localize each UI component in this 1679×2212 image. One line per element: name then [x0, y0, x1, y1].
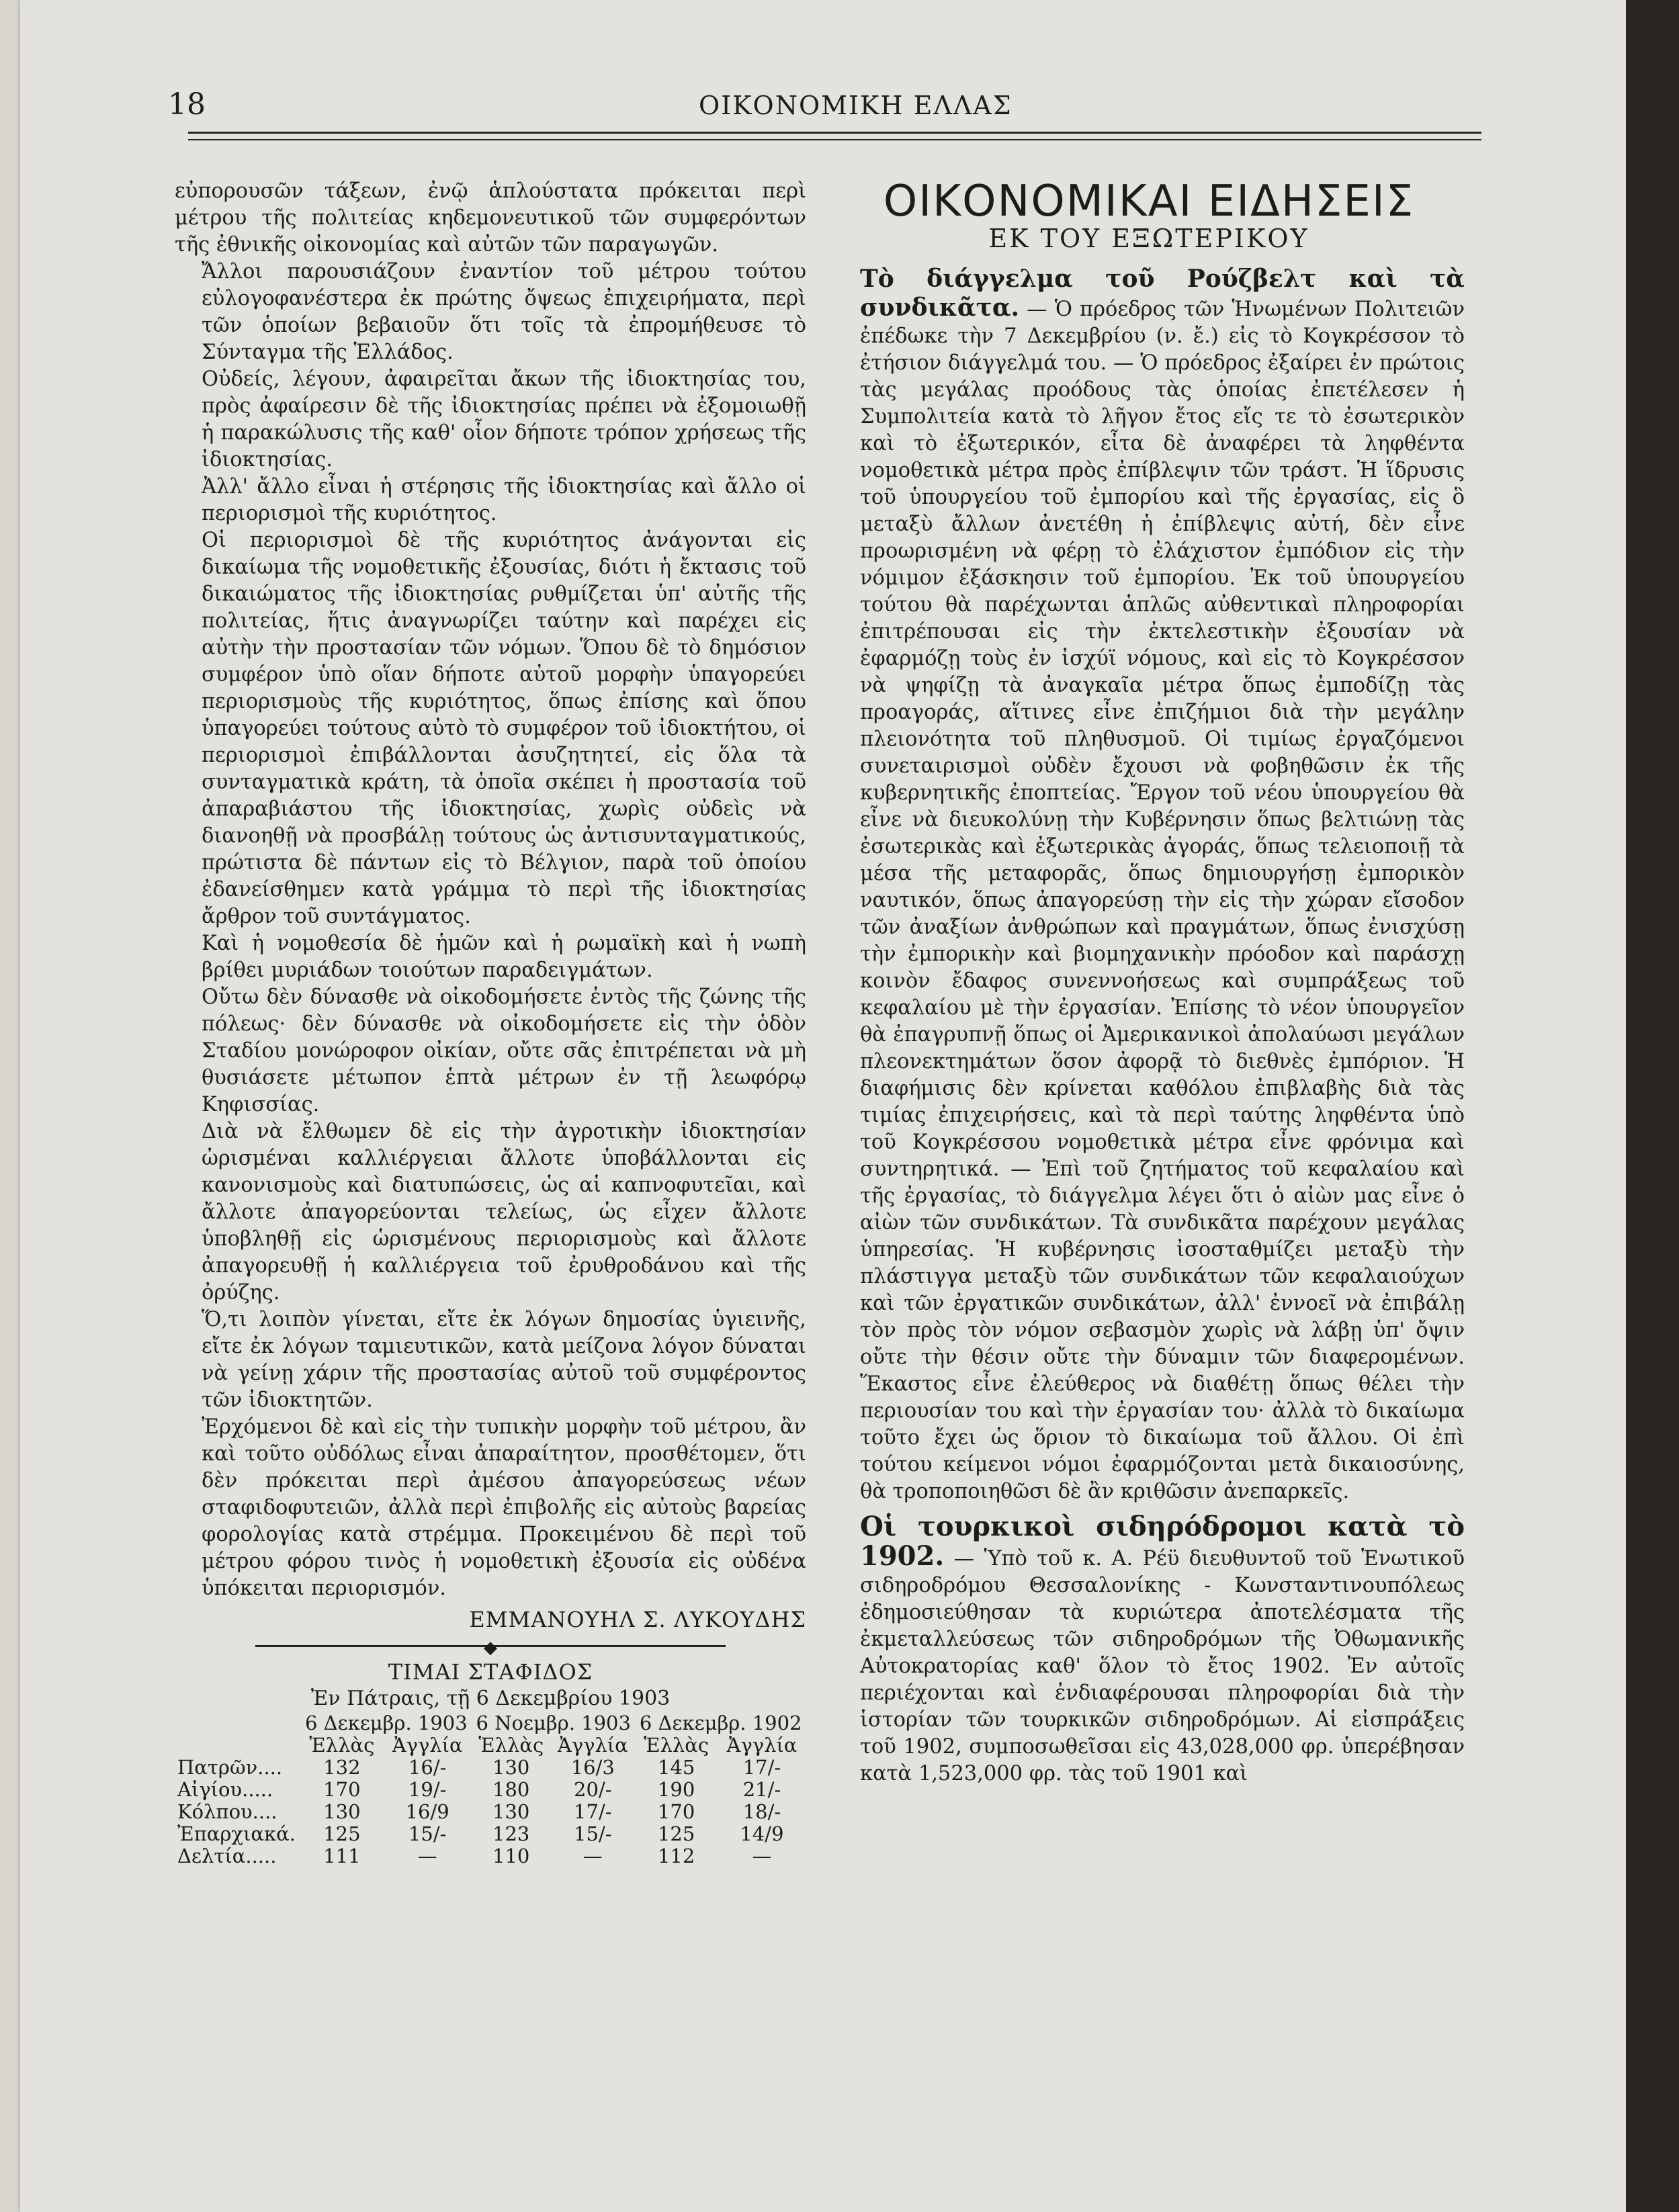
column-header: Ἀγγλία	[557, 1734, 628, 1757]
paragraph: εὐπορουσῶν τάξεων, ἐνῷ ἁπλούστατα πρόκειται περὶ μέτρου τῆς πολιτείας κηδεμονευτικοῦ τῶν συμφερόντων τῆς ἐθνικῆς οἰκονομίας καὶ αὐτῶν τῶν παραγωγῶν.	[175, 179, 806, 257]
paragraph: Οὐδείς, λέγουν, ἀφαιρεῖται ἄκων τῆς ἰδιοκτησίας του, πρὸς ἀφαίρεσιν δὲ τῆς ἰδιοκτησίας πρέπει νὰ ἐξομοιωθῇ ἡ παρακώλυσις τῆς καθ' οἷον δήποτε τρόπον χρήσεως τῆς ἰδιοκτησίας.	[202, 367, 806, 472]
table-cell: 16/3	[570, 1756, 615, 1779]
row-label: Αἰγίου.....	[177, 1778, 273, 1801]
table-cell: 130	[492, 1756, 530, 1779]
paragraph: Ἄλλοι παρουσιάζουν ἐναντίον τοῦ μέτρου τούτου εὐλογοφανέστερα ἐκ πρώτης ὄψεως ἐπιχειρήματα, περὶ τῶν ὁποίων βεβαιοῦν ὅτι τοῖς τὰ ἐπρομήθευσε τὸ Σύνταγμα τῆς Ἑλλάδος.	[202, 260, 806, 364]
table-cell: 21/-	[742, 1778, 781, 1801]
table-cell: —	[417, 1845, 437, 1867]
paragraph: Οἱ περιορισμοὶ δὲ τῆς κυριότητος ἀνάγονται εἰς δικαίωμα τῆς νομοθετικῆς ἐξουσίας, διότι ἡ ἔκτασις τοῦ δικαιώματος τῆς ἰδιοκτησίας ρυθμίζεται ὑπ' αὐτῆς τῆς πολιτείας, ἥτις ἀναγνωρίζει ταύτην καὶ παρέχει εἰς αὐτὴν τὴν προστασίαν τῶν νόμων. Ὅπου δὲ τὸ δημόσιον συμφέρον ὑπὸ οἵαν δήποτε αὐτοῦ μορφὴν ὑπαγορεύει περιορισμοὺς τῆς κυριότητος, ὅπως ἐπίσης καὶ ὅπου ὑπαγορεύει τούτους αὐτὸ τὸ συμφέρον τοῦ ἰδιοκτήτου, οἱ περιορισμοὶ ἐπιβάλλονται ἀσυζητητεί, εἰς ὅλα τὰ συνταγματικὰ κράτη, τὰ ὁποῖα σκέπει ἡ προστασία τοῦ ἀπαραβιάστου τῆς ἰδιοκτησίας, χωρὶς οὐδεὶς νὰ διανοηθῇ νὰ προσβάλῃ τούτους ὡς ἀντισυνταγματικούς, πρώτιστα δὲ πάντων εἰς τὸ Βέλγιον, παρὰ τοῦ ὁποίου ἐδανείσθημεν κατὰ γράμμα τὸ περὶ τῆς ἰδιοκτησίας ἄρθρον τοῦ συντάγματος.	[202, 529, 806, 928]
table-cell: 18/-	[742, 1800, 781, 1823]
table-cell: 130	[323, 1800, 361, 1823]
table-cell: 17/-	[574, 1800, 612, 1823]
table-cell: 190	[657, 1778, 695, 1801]
running-title: ΟΙΚΟΝΟΜΙΚΗ ΕΛΛΑΣ	[699, 91, 1013, 120]
right-column	[833, 178, 1465, 1787]
table-cell: 15/-	[408, 1822, 447, 1845]
section-title: ΟΙΚΟΝΟΜΙΚΑΙ ΕΙΔΗΣΕΙΣ	[883, 177, 1415, 226]
row-label: Ἐπαρχιακά.	[177, 1822, 296, 1845]
table-row	[175, 1823, 806, 1845]
table-cell: 17/-	[742, 1756, 781, 1779]
table-cell: —	[583, 1845, 603, 1867]
column-header: Ἑλλὰς	[478, 1734, 544, 1757]
table-subtitle: Ἐν Πάτραις, τῇ 6 Δεκεμβρίου 1903	[310, 1687, 671, 1710]
table-header-row	[175, 1734, 806, 1757]
page-number: 18	[168, 87, 206, 122]
page-sheet	[20, 0, 1626, 2212]
article-title: Τὸ διάγγελμα τοῦ Ρούζβελτ καὶ τὰ συνδικᾶτα.	[860, 265, 1465, 322]
column-header: Ἀγγλία	[726, 1734, 798, 1757]
paragraph: Ἀλλ' ἄλλο εἶναι ἡ στέρησις τῆς ἰδιοκτησίας καὶ ἄλλο οἱ περιορισμοὶ τῆς κυριότητος.	[202, 475, 806, 525]
table-cell: 123	[492, 1822, 530, 1845]
row-label: Πατρῶν....	[177, 1756, 283, 1779]
row-label: Κόλπου....	[177, 1800, 277, 1823]
ornament-divider	[175, 1636, 806, 1656]
table-row	[175, 1779, 806, 1801]
book-spine	[1626, 0, 1679, 2212]
table-cell: 130	[492, 1800, 530, 1823]
row-label: Δελτία.....	[177, 1845, 277, 1867]
article-paragraph	[833, 265, 1465, 1505]
prices-table	[175, 1712, 806, 1867]
table-row	[175, 1757, 806, 1779]
table-cell: 111	[323, 1845, 361, 1867]
paragraph: Καὶ ἡ νομοθεσία δὲ ἡμῶν καὶ ἡ ρωμαϊκὴ καὶ ἡ νωπὴ βρίθει μυριάδων τοιούτων παραδειγμάτων.	[202, 932, 806, 982]
article-paragraph	[833, 1513, 1465, 1787]
table-cell: 16/-	[408, 1756, 447, 1779]
table-cell: 170	[323, 1778, 361, 1801]
table-cell: 112	[657, 1845, 695, 1867]
table-cell: 132	[323, 1756, 361, 1779]
table-cell: 170	[657, 1800, 695, 1823]
table-cell: 16/9	[405, 1800, 449, 1823]
table-cell: 125	[657, 1822, 695, 1845]
header-rule	[188, 132, 1481, 140]
date-header: 6 Δεκεμβρ. 1903	[305, 1712, 468, 1734]
prices-table-block	[175, 1658, 806, 1867]
article-text: — Ὁ πρόεδρος τῶν Ἡνωμένων Πολιτειῶν ἐπέδωκε τὴν 7 Δεκεμβρίου (ν. ἔ.) εἰς τὸ Κογκρέσσον τὸ ἐτήσιον διάγγελμά του. — Ὁ πρόεδρος ἐξαίρει ἐν πρώτοις τὰς μεγάλας προόδους τὰς ὁποίας ἐπετέλεσεν ἡ Συμπολιτεία κατὰ τὸ λῆγον ἔτος εἴς τε τὸ ἐσωτερικὸν καὶ τὸ ἐξωτερικόν, εἶτα δὲ ἀναφέρει τὰ ληφθέντα νομοθετικὰ μέτρα πρὸς ἐπίβλεψιν τῶν τράστ. Ἡ ἵδρυσις τοῦ ὑπουργείου τοῦ ἐμπορίου καὶ τῆς ἐργασίας, εἰς ὃ μεταξὺ ἄλλων ἀνετέθη ἡ ἐπίβλεψις αὐτή, δὲν εἶνε προωρισμένη νὰ φέρῃ τὸ ἐλάχιστον ἐμπόδιον εἰς τὴν νόμιμον ἐξάσκησιν τοῦ ἐμπορίου. Ἐκ τοῦ ὑπουργείου τούτου θὰ παρέχωνται ἁπλῶς αὐθεντικαὶ πληροφορίαι ἐπιτρέπουσαι εἰς τὴν ἐκτελεστικὴν ἐξουσίαν νὰ ἐφαρμόζῃ τοὺς ἐν ἰσχύϊ νόμους, καὶ εἰς τὸ Κογκρέσσον νὰ ψηφίζῃ τὰ ἀναγκαῖα μέτρα ὅπως ἐμποδίζῃ τὰς προαγοράς, αἵτινες εἶνε ἐπιζήμιοι διὰ τὴν μεγάλην πλειονότητα τοῦ πληθυσμοῦ. Οἱ τιμίως ἐργαζόμενοι συνεταιρισμοὶ οὐδὲν ἔχουσι νὰ φοβηθῶσιν ἐκ τῆς κυβερνητικῆς ἐποπτείας. Ἔργον τοῦ νέου ὑπουργείου θὰ εἶνε νὰ διευκολύνῃ τὴν Κυβέρνησιν ὅπως βελτιώνῃ τὰς ἐσωτερικὰς καὶ ἐξωτερικὰς ἀγοράς, ὅπως τελειοποιῇ τὰ μέσα τῆς μεταφορᾶς, ὅπως δημιουργήσῃ ἐμπορικὸν ναυτικόν, ὅπως ἀπαγορεύσῃ τὴν εἰς τὴν χώραν εἴσοδον τῶν ἀναξίων ἀνθρώπων καὶ πραγμάτων, ὅπως ἐνισχύσῃ τὴν ἐμπορικὴν καὶ βιομηχανικὴν πρόοδον καὶ παράσχῃ κοινὸν ἔδαφος συνεννοήσεως καὶ συμπράξεως τοῦ κεφαλαίου μὲ τὴν ἐργασίαν. Ἐπίσης τὸ νέον ὑπουργεῖον θὰ ἐπαγρυπνῇ ὅπως οἱ Ἀμερικανικοὶ ἀπολαύωσι μεγάλων πλεονεκτημάτων ὅσον ἀφορᾷ τὸ διεθνὲς ἐμπόριον. Ἡ διαφήμισις δὲν κρίνεται καθόλου ἐπιβλαβὴς διὰ τὰς τιμίας ἐπιχειρήσεις, καὶ τὰ περὶ ταύτης ληφθέντα ὑπὸ τοῦ Κογκρέσσου νομοθετικὰ μέτρα εἶνε φρόνιμα καὶ συντηρητικά. — Ἐπὶ τοῦ ζητήματος τοῦ κεφαλαίου καὶ τῆς ἐργασίας, τὸ διάγγελμα λέγει ὅτι ὁ αἰὼν μας εἶνε ὁ αἰὼν τῶν συνδικάτων. Τὰ συνδικᾶτα παρέχουν μεγάλας ὑπηρεσίας. Ἡ κυβέρνησις ἰσοσταθμίζει μεταξὺ τὴν πλάστιγγα μεταξὺ τῶν συνδικάτων τῶν κεφαλαιούχων καὶ τῶν ἐργατικῶν συνδικάτων, ἀλλ' ἐννοεῖ νὰ ἐπιβάλῃ τὸν πρὸς τὸν νόμον σεβασμὸν χωρὶς νὰ λάβῃ ὑπ' ὄψιν οὔτε τὴν θέσιν οὔτε τὴν δύναμιν τῶν διαφερομένων. Ἕκαστος εἶνε ἐλεύθερος νὰ διαθέτῃ ὅπως θέλει τὴν περιουσίαν του καὶ τὴν ἐργασίαν του· ἀλλὰ τὸ δικαίωμα τοῦτο ἔχει ὡς ὅριον τὸ δικαίωμα τοῦ ἄλλου. Οἱ ἐπὶ τούτου κείμενοι νόμοι ἐφαρμόζονται μετὰ δικαιοσύνης, θὰ τροποποιηθῶσι δὲ ἂν κριθῶσιν ἀνεπαρκεῖς.	[860, 298, 1465, 1503]
date-header: 6 Νοεμβρ. 1903	[476, 1712, 631, 1734]
author-signature: ΕΜΜΑΝΟΥΗΛ Σ. ΛΥΚΟΥΔΗΣ	[469, 1607, 806, 1632]
column-header: Ἀγγλία	[392, 1734, 463, 1757]
table-cell: 14/9	[740, 1822, 784, 1845]
paragraph: Διὰ νὰ ἔλθωμεν δὲ εἰς τὴν ἀγροτικὴν ἰδιοκτησίαν ὡρισμέναι καλλιέργειαι ἄλλοτε ὑποβάλλονται εἰς κανονισμοὺς καὶ διατυπώσεις, ὡς αἱ καπνοφυτεῖαι, καὶ ἄλλοτε ἀπαγορεύονται τελείως, ὡς εἶχεν ἄλλοτε ὑποβληθῇ εἰς ὡρισμένους περιορισμοὺς καὶ ἄλλοτε ἀπαγορευθῇ ἡ καλλιέργεια τοῦ ἐρυθροδάνου καὶ τῆς ὀρύζης.	[202, 1120, 806, 1304]
date-header: 6 Δεκεμβρ. 1902	[639, 1712, 802, 1734]
table-row	[175, 1845, 806, 1867]
table-date-row	[175, 1712, 806, 1734]
paragraph: Οὔτω δὲν δύνασθε νὰ οἰκοδομήσετε ἐντὸς τῆς ζώνης τῆς πόλεως· δὲν δύνασθε νὰ οἰκοδομήσετε εἰς τὴν ὁδὸν Σταδίου μονώροφον οἰκίαν, οὔτε σᾶς ἐπιτρέπεται νὰ μὴ θυσιάσετε μέτωπον ἑπτὰ μέτρων ἐν τῇ λεωφόρῳ Κηφισσίας.	[202, 985, 806, 1116]
table-cell: 15/-	[574, 1822, 612, 1845]
table-cell: 145	[657, 1756, 695, 1779]
table-title: ΤΙΜΑΙ ΣΤΑΦΙΔΟΣ	[388, 1659, 593, 1685]
article-text: — Ὑπὸ τοῦ κ. Α. Ρέϋ διευθυντοῦ τοῦ Ἑνωτικοῦ σιδηροδρόμου Θεσσαλονίκης - Κωνσταντινουπόλεως ἐδημοσιεύθησαν τὰ κυριώτερα ἀποτελέσματα τῆς ἐκμεταλλεύσεως τῶν σιδηροδρόμων τῆς Ὀθωμανικῆς Αὐτοκρατορίας καθ' ὅλον τὸ ἔτος 1902. Ἐν αὐτοῖς περιέχονται καὶ ἐνδιαφέρουσαι πληροφορίαι διὰ τὴν ἱστορίαν τῶν τουρκικῶν σιδηροδρόμων. Αἱ εἰσπράξεις τοῦ 1902, συμποσωθεῖσαι εἰς 43,028,000 φρ. ὑπερέβησαν κατὰ 1,523,000 φρ. τὰς τοῦ 1901 καὶ	[860, 1547, 1465, 1785]
table-cell: 180	[492, 1778, 530, 1801]
left-column	[175, 178, 806, 1867]
column-header: Ἑλλὰς	[309, 1734, 375, 1757]
table-cell: 125	[323, 1822, 361, 1845]
table-cell: 110	[492, 1845, 530, 1867]
section-subtitle: ΕΚ ΤΟΥ ΕΞΩΤΕΡΙΚΟΥ	[988, 224, 1309, 253]
table-cell: —	[752, 1845, 772, 1867]
paragraph: Ἐρχόμενοι δὲ καὶ εἰς τὴν τυπικὴν μορφὴν τοῦ μέτρου, ἂν καὶ τοῦτο οὐδόλως εἶναι ἀπαραίτητον, προσθέτομεν, ὅτι δὲν πρόκειται περὶ ἀμέσου ἀπαγορεύσεως νέων σταφιδοφυτειῶν, ἀλλὰ περὶ ἐπιβολῆς εἰς αὐτοὺς βαρείας φορολογίας κατὰ στρέμμα. Προκειμένου δὲ περὶ τοῦ μέτρου φόρου τινὸς ἡ νομοθετικὴ ἐξουσία εἰς οὐδένα ὑπόκειται περιορισμόν.	[202, 1415, 806, 1600]
paragraph: Ὅ,τι λοιπὸν γίνεται, εἴτε ἐκ λόγων δημοσίας ὑγιεινῆς, εἴτε ἐκ λόγων ταμιευτικῶν, κατὰ μείζονα λόγον δύναται νὰ γείνῃ χάριν τῆς προστασίας αὐτοῦ τοῦ συμφέροντος τῶν ἰδιοκτητῶν.	[202, 1308, 806, 1412]
table-cell: 20/-	[574, 1778, 612, 1801]
article-title: Οἱ τουρκικοὶ σιδηρόδρομοι κατὰ τὸ 1902.	[860, 1511, 1465, 1572]
table-cell: 19/-	[408, 1778, 447, 1801]
column-header: Ἑλλὰς	[644, 1734, 709, 1757]
table-row	[175, 1801, 806, 1823]
